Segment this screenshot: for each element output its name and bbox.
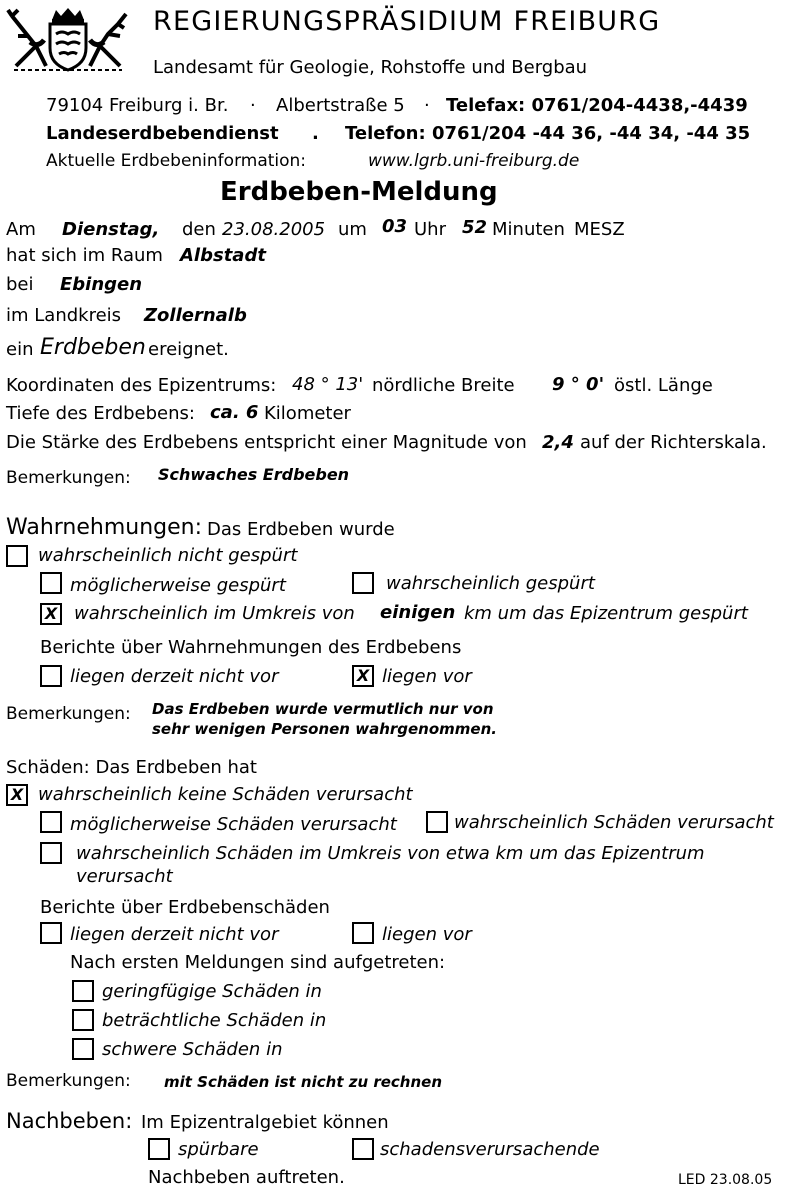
latitude-suffix: nördliche Breite [372,375,515,396]
agency-subtitle: Landesamt für Geologie, Rohstoffe und Bergbau [153,57,588,78]
remarks-text-line1: Das Erdbeben wurde vermutlich nur von [152,700,494,718]
event-minute: 52 [462,217,488,238]
remarks-text-line2: sehr wenigen Personen wahrgenommen. [152,720,497,738]
event-date: 23.08.2005 [222,219,326,240]
damage-reports-none-label: liegen derzeit nicht vor [70,924,279,945]
damage-radius-label-cont: verursacht [76,866,173,887]
longitude-value: 9 ° 0' [552,374,605,395]
event-district: Zollernalb [144,305,247,326]
info-url-link[interactable]: www.lgrb.uni-freiburg.de [368,151,580,171]
perception-heading: Wahrnehmungen: [6,515,203,540]
felt-radius-label: wahrscheinlich im Umkreis von [74,603,355,624]
damage-reports-yes-checkbox[interactable] [352,922,374,944]
check-mark: X [44,604,58,623]
longitude-suffix: östl. Länge [614,375,713,396]
document-title: Erdbeben-Meldung [220,177,498,207]
minuten-label: Minuten [492,219,565,240]
not-felt-label: wahrscheinlich nicht gespürt [38,545,298,566]
magnitude-suffix: auf der Richterskala. [580,432,767,453]
damage-intro: Schäden: Das Erdbeben hat [6,757,257,778]
possibly-felt-checkbox[interactable] [40,572,62,594]
check-mark: X [10,785,24,804]
address-separator: · [250,95,256,116]
event-locality: Ebingen [60,274,143,295]
probably-damage-checkbox[interactable] [426,811,448,833]
event-area: Albstadt [180,245,266,266]
perception-reports-none-label: liegen derzeit nicht vor [70,666,279,687]
not-felt-checkbox[interactable] [6,545,28,567]
perception-reports-yes-checkbox[interactable] [352,665,374,687]
address-city: 79104 Freiburg i. Br. [46,95,229,116]
probably-damage-label: wahrscheinlich Schäden verursacht [454,812,774,833]
depth-label: Tiefe des Erdbebens: [6,403,195,424]
uhr-label: Uhr [414,219,446,240]
damage-reports-label: Berichte über Erdbebenschäden [40,897,330,918]
aftershocks-heading: Nachbeben: [6,1109,133,1133]
ereignet-label: ereignet. [148,339,229,360]
phone-number: Telefon: 0761/204 -44 36, -44 34, -44 35 [345,123,751,144]
minor-damage-checkbox[interactable] [72,980,94,1002]
damage-reports-none-checkbox[interactable] [40,922,62,944]
magnitude-label: Die Stärke des Erdbebens entspricht einer Magnitude von [6,432,527,453]
no-damage-checkbox[interactable] [6,784,28,806]
raum-label: hat sich im Raum [6,245,163,266]
damage-radius-label: wahrscheinlich Schäden im Umkreis von etwa km um das Epizentrum [76,843,705,864]
damage-radius-checkbox[interactable] [40,842,62,864]
considerable-damage-label: beträchtliche Schäden in [102,1010,327,1031]
service-name: Landeserdbebendienst [46,123,279,144]
depth-value: ca. 6 [210,402,259,423]
first-reports-label: Nach ersten Meldungen sind aufgetreten: [70,952,446,973]
coat-of-arms-logo [6,6,130,72]
possibly-damage-label: möglicherweise Schäden verursacht [70,814,397,835]
landkreis-label: im Landkreis [6,305,122,326]
service-separator: . [312,123,319,144]
remarks-label: Bemerkungen: [6,468,131,488]
felt-radius-value: einigen [380,602,456,623]
no-damage-label: wahrscheinlich keine Schäden verursacht [38,784,413,805]
um-label: um [338,219,367,240]
damaging-aftershocks-label: schadensverursachende [380,1139,600,1160]
bei-label: bei [6,274,34,295]
felt-aftershocks-label: spürbare [178,1139,259,1160]
perception-reports-none-checkbox[interactable] [40,665,62,687]
erdbeben-word: Erdbeben [40,335,146,360]
felt-radius-checkbox[interactable] [40,603,62,625]
check-mark: X [356,666,370,685]
probably-felt-label: wahrscheinlich gespürt [386,573,595,594]
considerable-damage-checkbox[interactable] [72,1009,94,1031]
magnitude-value: 2,4 [542,432,574,453]
ein-label: ein [6,339,34,360]
perception-reports-label: Berichte über Wahrnehmungen des Erdbebens [40,637,462,658]
den-label: den [182,219,216,240]
damaging-aftershocks-checkbox[interactable] [352,1138,374,1160]
perception-intro: Das Erdbeben wurde [207,519,395,540]
damage-reports-yes-label: liegen vor [382,924,472,945]
info-label: Aktuelle Erdbebeninformation: [46,151,307,171]
minor-damage-label: geringfügige Schäden in [102,981,322,1002]
am-label: Am [6,219,36,240]
severe-damage-checkbox[interactable] [72,1038,94,1060]
event-weekday: Dienstag, [62,219,160,240]
severe-damage-label: schwere Schäden in [102,1039,283,1060]
footer-code: LED 23.08.05 [678,1172,773,1188]
timezone-label: MESZ [574,219,625,240]
possibly-felt-label: möglicherweise gespürt [70,575,286,596]
fax-number: Telefax: 0761/204-4438,-4439 [446,95,748,116]
aftershocks-intro: Im Epizentralgebiet können [141,1112,389,1133]
depth-unit: Kilometer [264,403,351,424]
remarks-text: mit Schäden ist nicht zu rechnen [164,1073,443,1091]
probably-felt-checkbox[interactable] [352,572,374,594]
address-separator: · [424,95,430,116]
felt-radius-suffix: km um das Epizentrum gespürt [464,603,748,624]
remarks-label: Bemerkungen: [6,1071,131,1091]
remarks-label: Bemerkungen: [6,704,131,724]
coordinates-label: Koordinaten des Epizentrums: [6,375,277,396]
aftershocks-outro: Nachbeben auftreten. [148,1167,345,1188]
agency-title: REGIERUNGSPRÄSIDIUM FREIBURG [153,6,661,37]
perception-reports-yes-label: liegen vor [382,666,472,687]
possibly-damage-checkbox[interactable] [40,811,62,833]
remarks-text: Schwaches Erdbeben [158,465,350,484]
address-street: Albertstraße 5 [276,95,405,116]
felt-aftershocks-checkbox[interactable] [148,1138,170,1160]
event-hour: 03 [382,216,408,237]
latitude-value: 48 ° 13' [292,374,364,395]
